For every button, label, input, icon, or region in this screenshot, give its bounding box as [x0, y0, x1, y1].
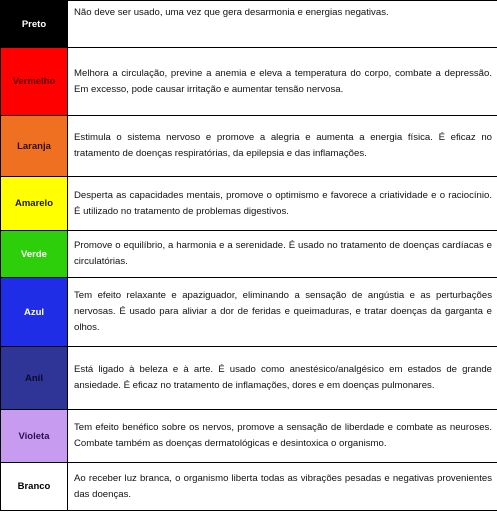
table-row-verde — [1, 231, 497, 278]
color-swatch-azul — [1, 278, 68, 347]
color-swatch-vermelho — [1, 48, 68, 116]
color-description: Não deve ser usado, uma vez que gera desarmonia e energias negativas. — [68, 1, 497, 48]
table-row-laranja — [1, 116, 497, 177]
table-row-violeta — [1, 410, 497, 463]
color-name-label: Vermelho — [12, 76, 56, 87]
color-name-label: Laranja — [17, 140, 51, 152]
color-swatch-laranja — [1, 116, 68, 177]
color-description: Tem efeito relaxante e apaziguador, eliminando a sensação de angústia e as perturbações nervosas. É usado para aliviar a dor de feridas e queimaduras, e tratar doenças da garganta e olhos. — [68, 278, 497, 347]
color-description: Promove o equilíbrio, a harmonia e a serenidade. É usado no tratamento de doenças cardíacas e circulatórias. — [68, 231, 497, 278]
table-row-preto — [1, 1, 497, 48]
color-description: Desperta as capacidades mentais, promove o optimismo e favorece a criatividade e o raciocínio. É utilizado no tratamento de problemas digestivos. — [68, 177, 497, 231]
table-row-amarelo — [1, 177, 497, 231]
color-description: Ao receber luz branca, o organismo liberta todas as vibrações pesadas e negativas provenientes das doenças. — [68, 463, 497, 511]
table-row-anil — [1, 347, 497, 410]
color-swatch-amarelo — [1, 177, 68, 231]
color-name-label: Preto — [21, 18, 47, 30]
color-description: Melhora a circulação, previne a anemia e eleva a temperatura do corpo, combate a depressão. Em excesso, pode causar irritação e aumentar tensão nervosa. — [68, 48, 497, 116]
color-name-label: Violeta — [18, 430, 50, 442]
color-name-label: Branco — [17, 481, 51, 492]
color-description: Está ligado à beleza e à arte. É usado como anestésico/analgésico em estados de grande ansiedade. É eficaz no tratamento de inflamações, dores e em doenças pulmonares. — [68, 347, 497, 410]
table-row-vermelho — [1, 48, 497, 116]
color-name-label: Amarelo — [14, 198, 53, 209]
table-row-azul — [1, 278, 497, 347]
color-name-label: Anil — [25, 372, 43, 384]
color-name-label: Verde — [21, 248, 47, 260]
color-swatch-branco — [1, 463, 68, 511]
color-swatch-verde — [1, 231, 68, 278]
table-row-branco — [1, 463, 497, 511]
color-description: Estimula o sistema nervoso e promove a alegria e aumenta a energia física. É eficaz no tratamento de doenças respiratórias, da epilepsia e das inflamações. — [68, 116, 497, 177]
color-swatch-violeta — [1, 410, 68, 463]
color-description: Tem efeito benéfico sobre os nervos, promove a sensação de liberdade e combate as neuroses. Combate também as doenças dermatológicas e desintoxica o organismo. — [68, 410, 497, 463]
color-swatch-anil — [1, 347, 68, 410]
color-swatch-preto — [1, 1, 68, 48]
color-name-label: Azul — [23, 306, 45, 318]
